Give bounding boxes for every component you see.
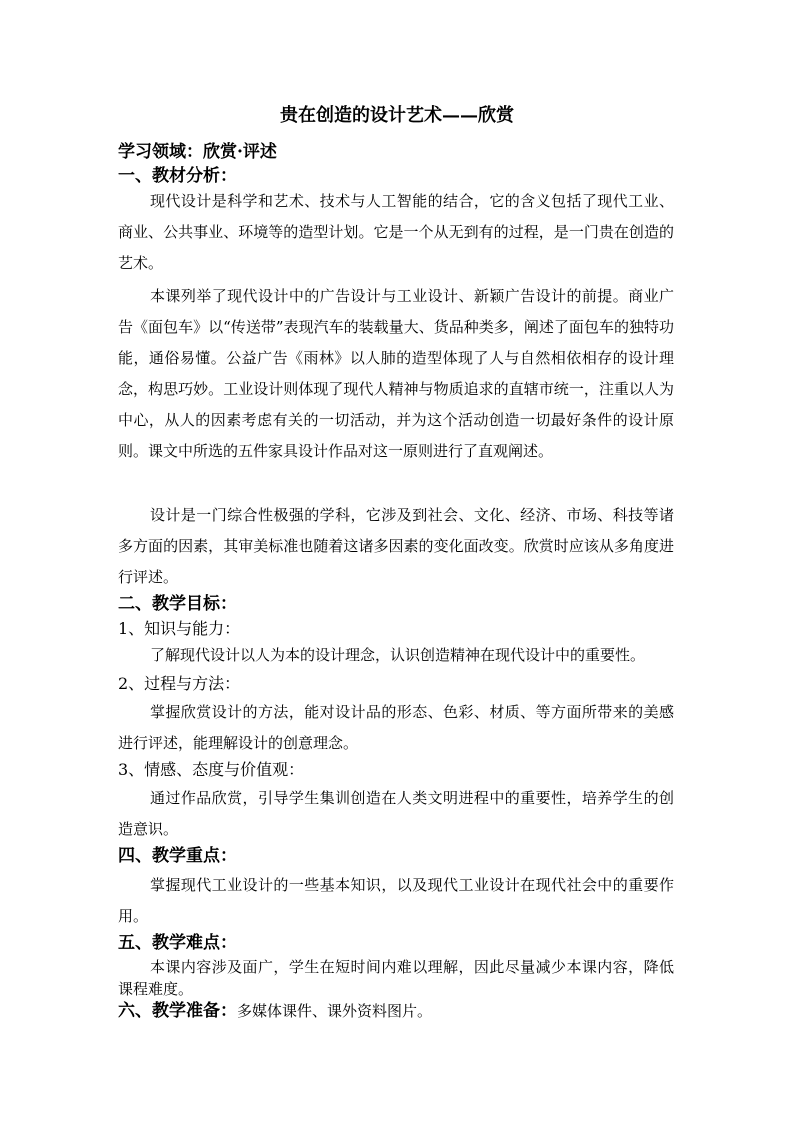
goal-text-attitude: 通过作品欣赏，引导学生集训创造在人类文明进程中的重要性，培养学生的创造意识。 xyxy=(118,789,674,838)
section-heading-preparation: 六、教学准备： xyxy=(118,1001,237,1021)
materials-paragraph-1: 现代设计是科学和艺术、技术与人工智能的结合，它的含义包括了现代工业、商业、公共事业、环境等的造型计划。它是一个从无到有的过程，是一门贵在创造的艺术。 xyxy=(118,192,674,272)
section-heading-goals: 二、教学目标： xyxy=(118,594,237,614)
materials-paragraph-3: 设计是一门综合性极强的学科，它涉及到社会、文化、经济、市场、科技等诸多方面的因素，其审美标准也随着这诸多因素的变化面改变。欣赏时应该从多角度进行评述。 xyxy=(118,506,674,586)
goal-text-process: 掌握欣赏设计的方法，能对设计品的形态、色彩、材质、等方面所带来的美感进行评述，能理解设计的创意理念。 xyxy=(118,703,674,752)
preparation-text: 多媒体课件、课外资料图片。 xyxy=(237,1002,433,1020)
goal-label-attitude: 3、情感、态度与价值观： xyxy=(118,760,305,779)
section-heading-materials: 一、教材分析： xyxy=(118,166,237,186)
section-preparation xyxy=(118,999,432,1023)
goal-text-knowledge: 了解现代设计以人为本的设计理念，认识创造精神在现代设计中的重要性。 xyxy=(150,646,646,664)
difficulties-text: 本课内容涉及面广，学生在短时间内难以理解，因此尽量减少本课内容，降低课程难度。 xyxy=(118,958,674,998)
section-heading-key-points: 四、教学重点： xyxy=(118,846,237,866)
section-heading-difficulties: 五、教学难点： xyxy=(118,933,237,953)
key-points-text: 掌握现代工业设计的一些基本知识，以及现代工业设计在现代社会中的重要作用。 xyxy=(118,876,674,925)
document-title: 贵在创造的设计艺术——欣赏 xyxy=(280,105,514,126)
goal-label-process: 2、过程与方法： xyxy=(118,674,241,693)
materials-paragraph-2: 本课列举了现代设计中的广告设计与工业设计、新颖广告设计的前提。商业广告《面包车》以“传送带”表现汽车的装载量大、货品种类多，阐述了面包车的独特功能，通俗易懂。公益广告《雨林》以人肺的造型体现了人与自然相依相存的设计理念，构思巧妙。工业设计则体现了现代人精神与物质追求的直辖市统一，注重以人为中心，从人的因素考虑有关的一切活动，并为这个活动创造一切最好条件的设计原则。课文中所选的五件家具设计作品对这一原则进行了直观阐述。 xyxy=(118,287,674,460)
goal-label-knowledge: 1、知识与能力： xyxy=(118,619,241,638)
learning-domain-label: 学习领域：欣赏·评述 xyxy=(118,142,277,162)
